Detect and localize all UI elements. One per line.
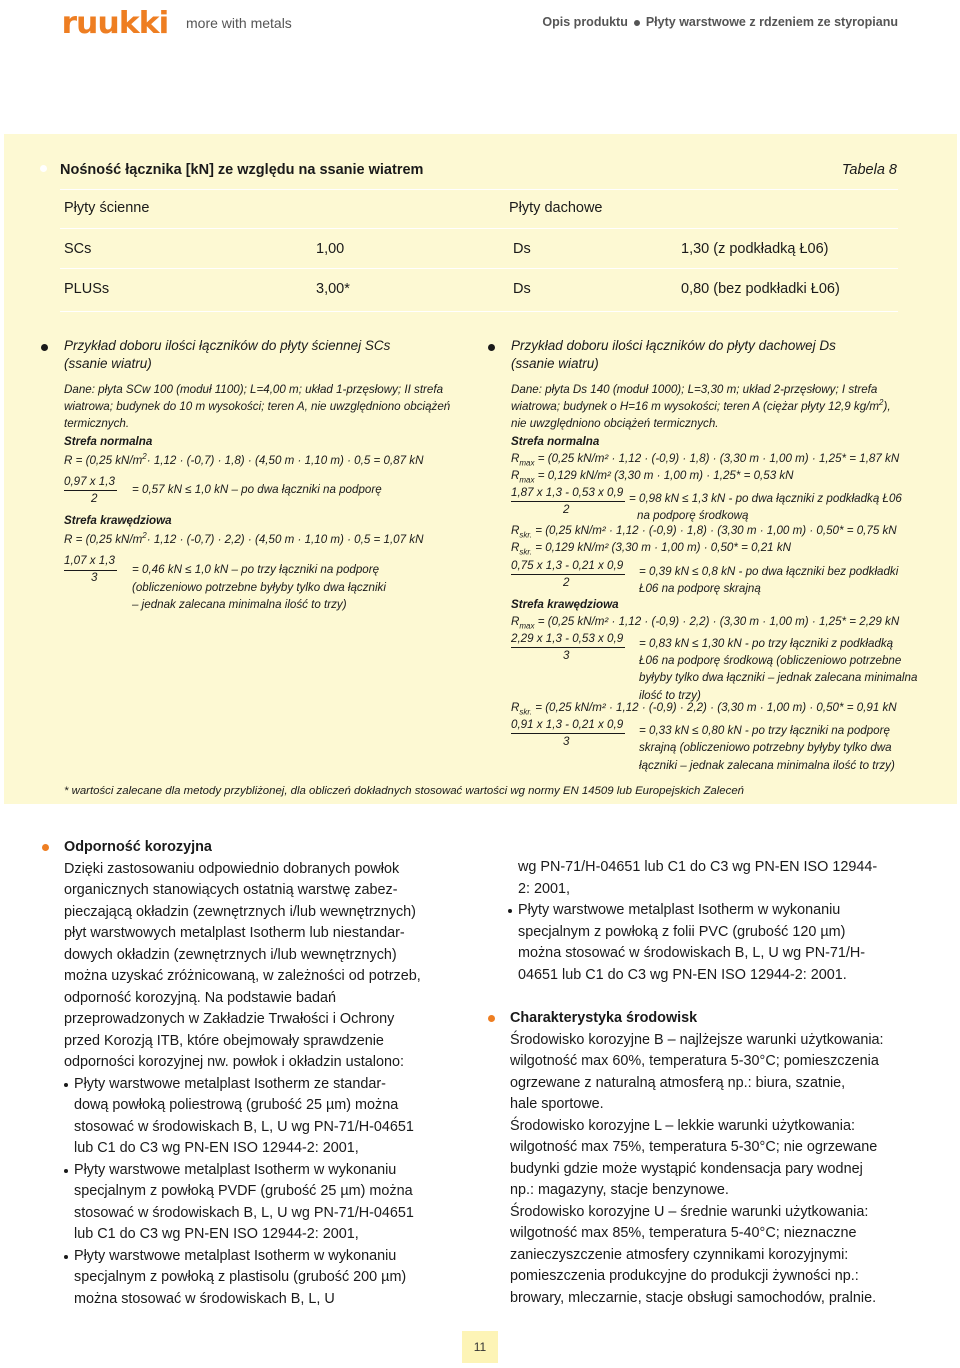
calc-line	[64, 452, 484, 469]
text-line: Płyty warstwowe metalplast Isotherm w wykonaniu	[518, 902, 841, 918]
bullet-icon	[488, 344, 495, 351]
text-line: można stosować w środowiskach B, L, U	[74, 1290, 335, 1307]
bullet-icon	[41, 344, 48, 351]
page-number: 11	[462, 1331, 498, 1363]
text-line: odporności korozyjnej nw. powłok i okładzin ustalono:	[64, 1054, 404, 1070]
fraction	[511, 557, 946, 595]
example-title-line: Przykład doboru ilości łączników do płyty dachowej Ds	[511, 338, 836, 353]
text-line: płyt warstwowych metalplast Isotherm lub niestandar-	[64, 925, 405, 941]
example-title-line: (ssanie wiatru)	[64, 356, 152, 371]
text-line: Płyty warstwowe metalplast Isotherm w wykonaniu	[74, 1247, 397, 1264]
fraction	[511, 716, 946, 770]
calc-line	[511, 522, 946, 539]
text-line: browary, mleczarnie, stacje obsługi samochodów, pralnie.	[510, 1289, 877, 1306]
fraction-denominator: 2	[563, 575, 570, 589]
environment-section	[510, 1008, 930, 1309]
zone-heading: Strefa normalna	[64, 434, 153, 448]
text-line: lub C1 do C3 wg PN-EN ISO 12944-2: 2001,	[74, 1140, 359, 1156]
text-line: np.: magazyny, stacje benzynowe.	[510, 1182, 729, 1198]
fraction-result	[639, 722, 895, 774]
text-line: stosować w środowiskach B, L, U wg PN-71/H-04651	[74, 1204, 414, 1221]
calc-part: = 0,129 kN/m² (3,30 m · 1,00 m) · 1,25* = 0,53 kN	[537, 469, 794, 483]
fraction-result	[132, 561, 386, 613]
fraction-numerator: 0,97 x 1,3	[64, 473, 117, 491]
calc-r: R	[511, 614, 520, 628]
result-line: = 0,98 kN ≤ 1,3 kN - po dwa łączniki z podkładką Ł06	[629, 492, 902, 506]
table-cell: PLUSs	[64, 281, 110, 297]
fraction-denominator: 2	[91, 492, 98, 506]
table-divider	[60, 189, 898, 190]
text-line: Płyty warstwowe metalplast Isotherm ze standar-	[74, 1075, 386, 1092]
calc-r: R	[511, 469, 520, 483]
table-cell: Ds	[513, 241, 531, 257]
text-line: specjalnym z powłoką PVDF (grubość 25 µm) można	[74, 1183, 413, 1199]
bullet-icon	[488, 1015, 495, 1022]
table-divider	[60, 228, 898, 229]
result-line: na podporę środkową	[637, 509, 749, 523]
example-wall-title	[64, 337, 390, 373]
calc-part: = (0,25 kN/m² · 1,12 · (-0,9) · 1,8) · (3,30 m · 1,00 m) · 0,50* = 0,75 kN	[535, 524, 897, 538]
table-cell: SCs	[64, 241, 92, 257]
text-line: wilgotność max 75%, temperatura 5-30°C; nie ogrzewane	[510, 1139, 878, 1155]
corrosion-section	[64, 837, 484, 1310]
table-cell: Ds	[513, 281, 531, 297]
text-line: można stosować w środowiskach B, L, U wg PN-71/H-	[518, 945, 866, 961]
calc-part: · 1,12 · (-0,7) · 1,8) · (4,50 m · 1,10 m) · 0,5 = 0,87 kN	[146, 453, 424, 467]
calc-part: wiatrowa; budynek o H=16 m wysokości; teren A (ciężar płyty 12,9 kg/m	[511, 400, 880, 414]
result-line: byłyby tylko dwa łączniki – jednak zalecana minimalna	[639, 671, 918, 685]
calc-sub: max	[519, 475, 535, 485]
col-header-wall: Płyty ścienne	[64, 200, 150, 216]
ruukki-logo	[61, 5, 169, 41]
text-line: 2: 2001,	[518, 880, 571, 897]
calc-sup: 2	[142, 451, 147, 461]
calc-line	[511, 398, 946, 415]
text-line: pomieszczenia produkcyjne do produkcji żywności np.:	[510, 1268, 859, 1284]
list-item	[64, 1246, 484, 1311]
fraction-result	[639, 635, 917, 704]
tagline: more with metals	[186, 15, 292, 31]
section-title-text: Odporność korozyjna	[64, 839, 212, 855]
calc-sub: max	[519, 621, 535, 631]
bullet-icon	[42, 844, 49, 851]
table-number: Tabela 8	[841, 162, 897, 178]
text-line: Środowisko korozyjne L – lekkie warunki użytkowania:	[510, 1117, 856, 1134]
result-line: Ł06 na podporę środkową (obliczeniowo potrzebne	[639, 654, 902, 668]
text-line: przed Korozją ITB, które obejmowały sprawdzenie	[64, 1032, 384, 1049]
result-line: ilość to trzy)	[639, 688, 701, 702]
table-cell: 1,00	[316, 241, 345, 257]
result-line: = 0,46 kN ≤ 1,0 kN – po trzy łączniki na podporę	[132, 563, 380, 577]
calc-sub: skr.	[519, 547, 532, 557]
result-line: = 0,83 kN ≤ 1,30 kN - po trzy łączniki z podkładką	[639, 637, 894, 651]
table-title-text: Nośność łącznika [kN] ze względu na ssanie wiatrem	[60, 162, 424, 178]
fraction	[64, 552, 484, 612]
zone-heading: Strefa krawędziowa	[511, 597, 619, 611]
calc-sub: max	[519, 458, 535, 468]
table-cell: 0,80 (bez podkładki Ł06)	[681, 281, 840, 297]
calc-r: R	[511, 451, 520, 465]
fraction-numerator: 1,07 x 1,3	[64, 552, 117, 570]
calc-line: wiatrowa; budynek do 10 m wysokości; teren A, nie uwzględniono obciążeń	[64, 400, 451, 414]
text-line: pieczającą okładzin (zewnętrznych i/lub wewnętrznych)	[64, 903, 416, 920]
calc-r: R	[511, 701, 520, 715]
example-title-line: (ssanie wiatru)	[511, 356, 599, 371]
breadcrumb-dot-icon	[634, 20, 640, 26]
calc-sub: skr.	[519, 530, 532, 540]
calc-sub: skr.	[519, 707, 532, 717]
bullet-icon	[64, 1255, 68, 1259]
text-line: Dzięki zastosowaniu odpowiednio dobranych powłok	[64, 860, 400, 877]
result-line: (obliczeniowo potrzebne byłyby tylko dwa łączniki	[132, 580, 386, 594]
calc-part: ),	[883, 400, 891, 414]
bullet-icon	[40, 165, 47, 172]
table-divider	[60, 268, 898, 269]
text-line: specjalnym z powłoką z folii PVC (grubość 120 µm)	[518, 923, 846, 940]
calc-line	[511, 450, 946, 467]
calc-line: Dane: płyta SCw 100 (moduł 1100); L=4,00 m; układ 1-przęsłowy; II strefa	[64, 383, 444, 396]
text-line: dową powłoką poliestrową (grubość 25 µm) można	[74, 1097, 399, 1113]
calc-line	[511, 613, 946, 630]
text-line: Płyty warstwowe metalplast Isotherm w wykonaniu	[74, 1161, 397, 1178]
example-wall-calc	[64, 381, 484, 612]
result-line: = 0,33 kN ≤ 0,80 kN - po trzy łączniki na podporę	[639, 724, 890, 738]
fraction-denominator: 3	[91, 571, 98, 585]
text-line: odporność korozyjną. Na podstawie badań	[64, 989, 336, 1006]
fraction	[511, 484, 946, 523]
text-line: można uzyskać zróżnicowaną, w zależności od potrzeb,	[64, 968, 421, 984]
text-line: budynki gdzie może wystąpić kondensacja pary wodnej	[510, 1160, 863, 1177]
text-line: wilgotność max 60%, temperatura 5-30°C; pomieszczenia	[510, 1053, 879, 1069]
section-title	[510, 1008, 930, 1030]
breadcrumb-item-panels: Płyty warstwowe z rdzeniem ze styropianu	[645, 15, 898, 29]
fraction-denominator: 2	[563, 503, 570, 517]
result-line: = 0,39 kN ≤ 0,8 kN - po dwa łączniki bez podkładki	[639, 564, 899, 578]
calc-sup: 2	[142, 531, 147, 541]
section-title	[64, 837, 484, 859]
bullet-icon	[508, 909, 512, 913]
footnote: * wartości zalecane dla metody przybliżonej, dla obliczeń dokładnych stosować wartości wg normy EN 14509 lub Europejskich Zaleceń	[64, 785, 744, 797]
calc-part: R = (0,25 kN/m	[64, 533, 143, 547]
text-line: wilgotność max 85%, temperatura 5-40°C; nieznaczne	[510, 1225, 857, 1241]
result-line: – jednak zalecana minimalna ilość to trzy)	[132, 597, 347, 611]
fraction-result	[639, 563, 898, 597]
text-line: organicznych stanowiących ostatnią warstwę zabez-	[64, 882, 398, 898]
bullet-icon	[64, 1169, 68, 1173]
fraction-result	[629, 490, 902, 524]
fraction	[511, 630, 946, 700]
calc-line	[511, 467, 946, 484]
calc-r: R	[511, 524, 520, 538]
text-line: specjalnym z powłoką z plastisolu (grubość 200 µm)	[74, 1269, 407, 1285]
text-line: Środowisko korozyjne U – średnie warunki użytkowania:	[510, 1203, 869, 1220]
text-line: stosować w środowiskach B, L, U wg PN-71/H-04651	[74, 1118, 414, 1135]
result-line: skrajną (obliczeniowo potrzebny byłyby tylko dwa	[639, 741, 892, 755]
text-line: lub C1 do C3 wg PN-EN ISO 12944-2: 2001,	[74, 1226, 359, 1242]
calc-line	[64, 531, 484, 548]
text-line: hale sportowe.	[510, 1096, 604, 1112]
breadcrumb-item-product: Opis produktu	[542, 15, 628, 29]
fraction-denominator: 3	[563, 735, 570, 749]
table-cell: 1,30 (z podkładką Ł06)	[681, 241, 829, 257]
text-line: Środowisko korozyjne B – najlżejsze warunki użytkowania:	[510, 1031, 884, 1048]
section-title-text: Charakterystyka środowisk	[510, 1010, 698, 1026]
calc-part: · 1,12 · (-0,7) · 2,2) · (4,50 m · 1,10 m) · 0,5 = 1,07 kN	[146, 533, 424, 547]
text-line: ogrzewane z naturalną atmosferą np.: biura, szatnie,	[510, 1074, 846, 1091]
list-item	[64, 1074, 484, 1160]
fraction-numerator: 0,91 x 1,3 - 0,21 x 0,9	[511, 716, 625, 734]
zone-heading: Strefa normalna	[511, 434, 600, 448]
calc-sup: 2	[879, 398, 884, 408]
header-breadcrumb	[542, 15, 898, 29]
table-title	[40, 162, 423, 178]
text-line: wg PN-71/H-04651 lub C1 do C3 wg PN-EN ISO 12944-	[518, 859, 878, 875]
fraction-denominator: 3	[563, 649, 570, 663]
calc-part: R = (0,25 kN/m	[64, 453, 143, 467]
calc-r: R	[511, 541, 520, 555]
fraction-numerator: 1,87 x 1,3 - 0,53 x 0,9	[511, 484, 625, 502]
table-cell: 3,00*	[316, 281, 350, 297]
text-line: przeprowadzonych w Zakładzie Trwałości i Ochrony	[64, 1011, 395, 1027]
result-line: Ł06 na podporę skrajną	[639, 581, 761, 595]
result-line: łączniki – jednak zalecana minimalna ilość to trzy)	[639, 758, 895, 772]
corrosion-continuation	[508, 857, 908, 986]
list-item	[508, 900, 908, 986]
fraction	[64, 473, 484, 507]
calc-part: = (0,25 kN/m² · 1,12 · (-0,9) · 2,2) · (3,30 m · 1,00 m) · 0,50* = 0,91 kN	[535, 701, 897, 715]
fraction-numerator: 0,75 x 1,3 - 0,21 x 0,9	[511, 557, 625, 575]
calc-line	[511, 539, 946, 556]
example-title-line: Przykład doboru ilości łączników do płyty ściennej SCs	[64, 338, 391, 353]
col-header-roof: Płyty dachowe	[509, 200, 603, 216]
fraction-result: = 0,57 kN ≤ 1,0 kN – po dwa łączniki na podporę	[132, 483, 382, 497]
logo-wordmark: ruukki	[61, 5, 169, 41]
text-line: zanieczyszczenie atmosfery czynnikami korozyjnymi:	[510, 1246, 849, 1263]
text-line: 04651 lub C1 do C3 wg PN-EN ISO 12944-2: 2001.	[518, 966, 847, 983]
zone-heading: Strefa krawędziowa	[64, 514, 172, 528]
calc-line: Dane: płyta Ds 140 (moduł 1000); L=3,30 m; układ 2-przęsłowy; I strefa	[511, 383, 878, 396]
example-roof-calc	[511, 381, 946, 770]
calc-line: nie uwzględniono obciążeń termicznych.	[511, 417, 719, 431]
text-line: dowych okładzin (zewnętrznych i/lub wewnętrznych)	[64, 946, 397, 963]
calc-line: termicznych.	[64, 417, 130, 431]
table-divider	[60, 311, 898, 312]
example-roof-title	[511, 337, 836, 373]
bullet-icon	[64, 1083, 68, 1087]
fraction-numerator: 2,29 x 1,3 - 0,53 x 0,9	[511, 630, 625, 648]
calc-part: = (0,25 kN/m² · 1,12 · (-0,9) · 2,2) · (3,30 m · 1,00 m) · 1,25* = 2,29 kN	[537, 614, 900, 628]
calc-part: = (0,25 kN/m² · 1,12 · (-0,9) · 1,8) · (3,30 m · 1,00 m) · 1,25* = 1,87 kN	[537, 451, 900, 465]
calc-part: = 0,129 kN/m² (3,30 m · 1,00 m) · 0,50* = 0,21 kN	[535, 541, 792, 555]
list-item	[64, 1160, 484, 1246]
